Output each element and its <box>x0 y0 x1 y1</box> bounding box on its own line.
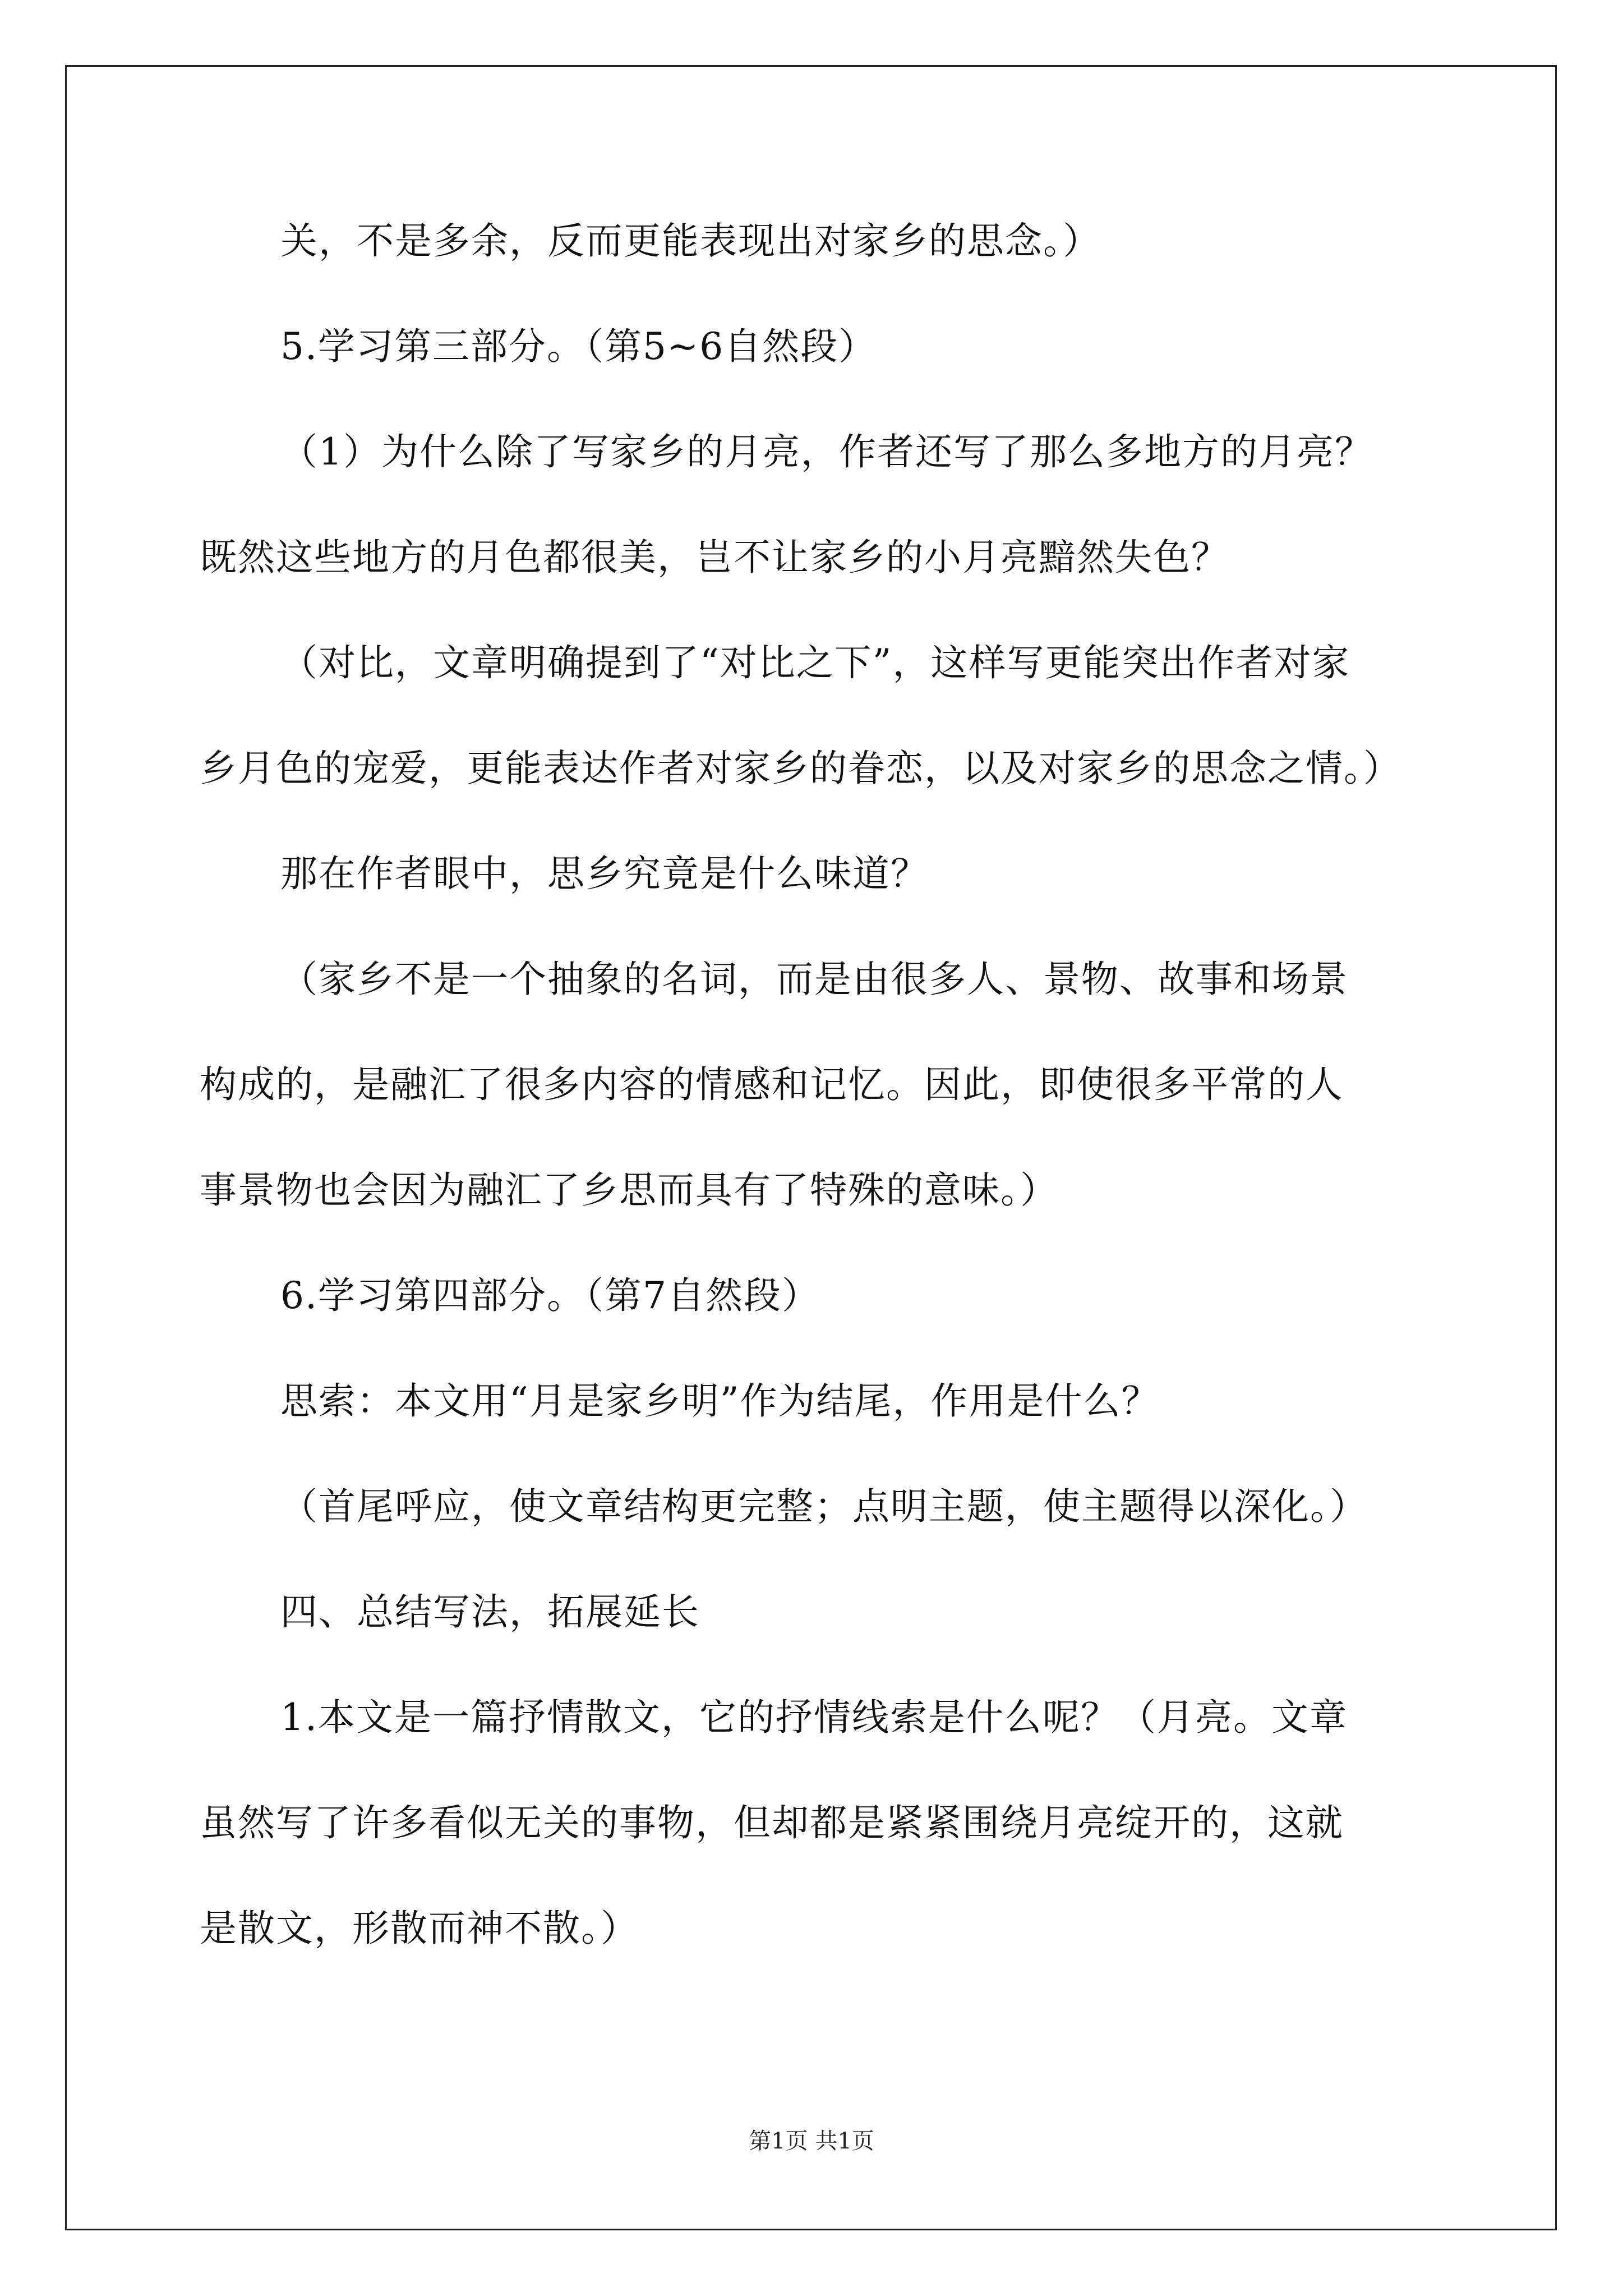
text-line: 构成的，是融汇了很多内容的情感和记忆。因此，即使很多平常的人 <box>200 1063 1344 1106</box>
page-footer: 第1页 共1页 <box>749 2128 874 2154</box>
text-line: 5.学习第三部分。（第5~6自然段） <box>280 325 877 368</box>
section-heading: 四、总结写法，拓展延长 <box>280 1590 700 1634</box>
text-line: （对比，文章明确提到了“对比之下”，这样写更能突出作者对家 <box>280 641 1350 684</box>
text-line: 关，不是多余，反而更能表现出对家乡的思念。） <box>280 219 1101 263</box>
text-line: 那在作者眼中，思乡究竟是什么味道？ <box>280 852 929 895</box>
text-line: 虽然写了许多看似无关的事物，但却都是紧紧围绕月亮绽开的，这就 <box>200 1801 1344 1844</box>
text-line: 乡月色的宠爱，更能表达作者对家乡的眷恋，以及对家乡的思念之情。） <box>200 747 1401 790</box>
text-line: （首尾呼应，使文章结构更完整；点明主题，使主题得以深化。） <box>280 1485 1368 1528</box>
text-line: 是散文，形散而神不散。） <box>200 1907 639 1950</box>
text-line: 1.本文是一篇抒情散文，它的抒情线索是什么呢？（月亮。文章 <box>280 1696 1348 1739</box>
text-line: 既然这些地方的月色都很美，岂不让家乡的小月亮黯然失色？ <box>200 536 1229 579</box>
page-border <box>65 65 1557 2230</box>
text-line: 事景物也会因为融汇了乡思而具有了特殊的意味。） <box>200 1168 1058 1212</box>
text-line: （1）为什么除了写家乡的月亮，作者还写了那么多地方的月亮？ <box>280 430 1373 473</box>
text-line: 思索：本文用“月是家乡明”作为结尾，作用是什么？ <box>280 1379 1160 1423</box>
text-line: 6.学习第四部分。（第7自然段） <box>280 1274 820 1317</box>
text-line: （家乡不是一个抽象的名词，而是由很多人、景物、故事和场景 <box>280 958 1348 1001</box>
